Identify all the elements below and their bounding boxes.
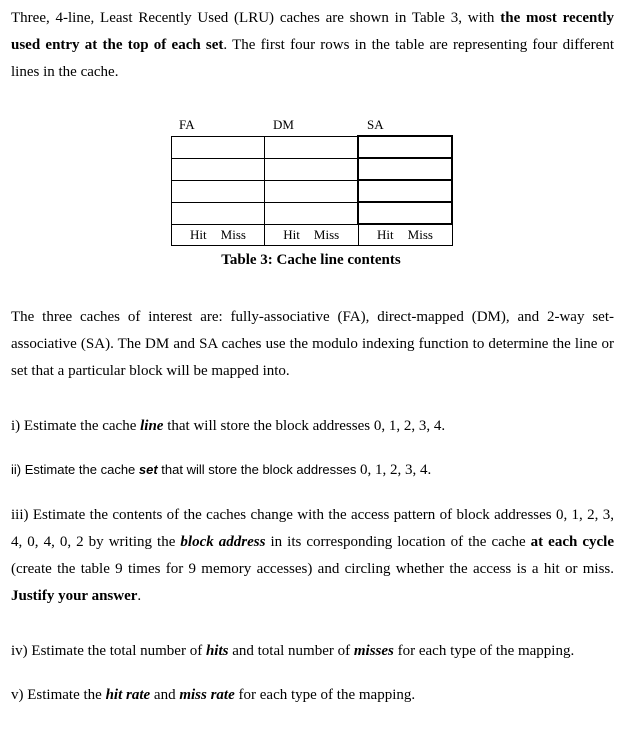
fa-hit-label: Hit — [190, 226, 207, 242]
sa-hit-label: Hit — [377, 227, 394, 242]
q2-text-1: ii) Estimate the cache — [11, 462, 139, 477]
table-row — [172, 136, 453, 158]
sa-miss-label: Miss — [407, 227, 433, 242]
q5-text-2: and — [150, 687, 180, 703]
dm-line-1 — [265, 158, 359, 180]
dm-line-3 — [265, 202, 359, 224]
q4-emphasis-2: misses — [353, 643, 394, 659]
table-caption: Table 3: Cache line contents — [221, 252, 401, 268]
sa-set-0-line-0 — [358, 136, 452, 158]
q2-text-2: that will store the block addresses — [157, 462, 361, 477]
q5-emphasis-1: hit rate — [105, 687, 151, 703]
q3-bold-2: Justify your answer — [11, 588, 138, 604]
dm-hit-miss — [265, 224, 359, 246]
q1-text-1: i) Estimate the cache — [11, 418, 141, 434]
sa-set-1-line-0 — [358, 180, 452, 202]
intro-text-2: . The first four rows in the table are representing four different lines in the cache. — [11, 37, 615, 80]
fa-line-2 — [172, 180, 265, 202]
q4-text-1: iv) Estimate the total number of — [11, 643, 206, 659]
q2-emphasis: set — [138, 462, 158, 477]
q3-text-3: (create the table 9 times for 9 memory accesses) and circling whether the access is a hit or miss. — [11, 561, 614, 577]
header-dm: DM — [273, 117, 294, 132]
question-4 — [11, 638, 614, 665]
question-1 — [11, 413, 614, 440]
q4-text-3: for each type of the mapping. — [393, 643, 575, 659]
cache-grid — [171, 135, 453, 246]
table-row — [172, 158, 453, 180]
sa-hit-miss — [358, 224, 452, 246]
q5-emphasis-2: miss rate — [179, 687, 235, 703]
q4-emphasis-1: hits — [205, 643, 229, 659]
q3-emphasis: block address — [180, 534, 266, 550]
q1-emphasis: line — [140, 418, 164, 434]
q2-numbers: 0, 1, 2, 3, 4. — [360, 462, 432, 478]
fa-hit-miss — [172, 224, 265, 246]
header-sa: SA — [367, 117, 384, 132]
table-row — [172, 224, 453, 246]
dm-line-2 — [265, 180, 359, 202]
q5-text-1: v) Estimate the — [11, 687, 106, 703]
sa-set-1-line-1 — [358, 202, 452, 224]
q5-text-3: for each type of the mapping. — [234, 687, 416, 703]
fa-line-0 — [172, 136, 265, 158]
intro-text-1: Three, 4-line, Least Recently Used (LRU) caches are shown in Table 3, with — [11, 10, 501, 26]
header-fa: FA — [179, 117, 195, 132]
q3-text-4: . — [137, 588, 142, 604]
q3-text-1: iii) Estimate the contents of the caches change with the access pattern of block addresses 0, 1, 2, 3, 4, 0, 4, 0, 2 by writing the — [11, 507, 614, 550]
sa-set-0-line-1 — [358, 158, 452, 180]
question-2 — [11, 456, 614, 484]
table-row — [172, 180, 453, 202]
table-row — [172, 202, 453, 224]
fa-line-3 — [172, 202, 265, 224]
dm-hit-label: Hit — [283, 226, 300, 242]
description-paragraph: The three caches of interest are: fully-associative (FA), direct-mapped (DM), and 2-way set-associative (SA). The DM and SA caches use the modulo indexing function to determine the line or set that a particular block will be mapped into. — [11, 309, 614, 379]
question-5 — [11, 682, 614, 709]
q3-text-2: in its corresponding location of the cache — [265, 534, 531, 550]
fa-line-1 — [172, 158, 265, 180]
q4-text-2: and total number of — [228, 643, 354, 659]
dm-line-0 — [265, 136, 359, 158]
question-3 — [11, 502, 614, 610]
intro-bold: the most recently used entry at the top of each set — [11, 10, 615, 53]
fa-miss-label: Miss — [220, 226, 246, 242]
intro-paragraph — [11, 5, 614, 86]
q3-bold-1: at each cycle — [530, 534, 615, 550]
dm-miss-label: Miss — [313, 226, 340, 242]
q1-text-2: that will store the block addresses 0, 1, 2, 3, 4. — [163, 418, 446, 434]
